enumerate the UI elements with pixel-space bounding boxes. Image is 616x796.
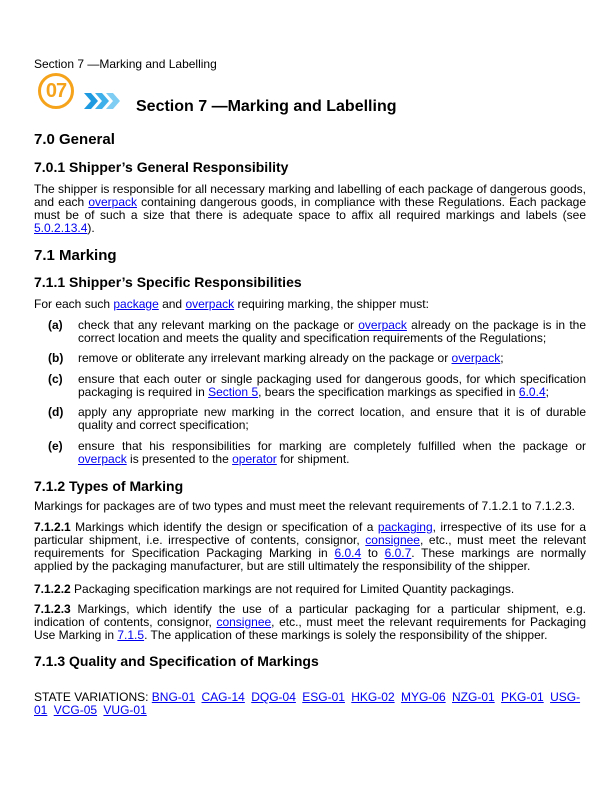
link-operator[interactable]: operator bbox=[232, 452, 277, 466]
heading-7-1-3: 7.1.3 Quality and Specification of Markings bbox=[34, 653, 319, 669]
list-text: apply any appropriate new marking in the correct location, and ensure that it is of durable quality and correct specification; bbox=[78, 405, 586, 432]
link-overpack[interactable]: overpack bbox=[185, 297, 235, 311]
text: , bears the specification markings as specified in bbox=[258, 385, 519, 399]
list-item-c bbox=[48, 373, 586, 399]
paragraph-7-1-2-2 bbox=[34, 583, 586, 596]
link-6-0-4[interactable]: 6.0.4 bbox=[334, 546, 362, 560]
text: , etc., must meet the relevant requirements for Packaging Use Marking in bbox=[34, 615, 586, 642]
state-variation-link-nzg-01[interactable]: NZG-01 bbox=[452, 690, 495, 704]
text: containing dangerous goods, in compliance with these Regulations. Each package must be of such a size that there is adequate space to affix all required markings and labels (see bbox=[34, 195, 587, 222]
link-overpack[interactable]: overpack bbox=[451, 351, 501, 365]
state-variation-link-bng-01[interactable]: BNG-01 bbox=[151, 690, 196, 704]
text: requiring marking, the shipper must: bbox=[234, 297, 429, 311]
text: already on the package is in the correct location and meets the quality and specification requirements of the Regulations; bbox=[78, 318, 587, 345]
text: Markings which identify the design or specification of a bbox=[70, 520, 378, 534]
text: to bbox=[361, 546, 385, 560]
list-text bbox=[78, 319, 586, 345]
text: For each such bbox=[34, 297, 114, 311]
paragraph-7-1-2-1 bbox=[34, 521, 586, 573]
list-text bbox=[78, 352, 586, 365]
list-item-a bbox=[48, 319, 586, 345]
state-variation-link-vug-01[interactable]: VUG-01 bbox=[103, 703, 147, 717]
state-variations bbox=[34, 691, 586, 717]
paragraph-7-0-1 bbox=[34, 183, 586, 235]
state-variation-link-esg-01[interactable]: ESG-01 bbox=[302, 690, 345, 704]
text: ). bbox=[87, 221, 95, 235]
text: ensure that each outer or single packaging used for dangerous goods, for which specification packaging is required in bbox=[78, 372, 586, 399]
text: ; bbox=[545, 385, 549, 399]
list-item-b bbox=[48, 352, 586, 365]
link-packaging[interactable]: packaging bbox=[377, 520, 433, 534]
link-overpack[interactable]: overpack bbox=[358, 318, 407, 332]
paragraph-7-1-2: Markings for packages are of two types and must meet the relevant requirements of 7.1.2.1 to 7.1.2.3. bbox=[34, 499, 575, 513]
link-overpack[interactable]: overpack bbox=[78, 452, 127, 466]
section-banner bbox=[38, 73, 598, 113]
text: , etc., must meet the relevant requirements for Specification Packaging Marking in bbox=[34, 533, 586, 560]
link-section-5[interactable]: Section 5 bbox=[208, 385, 259, 399]
list-text bbox=[78, 440, 586, 466]
list-item-d bbox=[48, 406, 586, 432]
clause-number: 7.1.2.2 bbox=[34, 582, 71, 596]
state-variation-link-dqg-04[interactable]: DQG-04 bbox=[251, 690, 296, 704]
link-5-0-2-13-4[interactable]: 5.0.2.13.4 bbox=[34, 221, 88, 235]
heading-7-0-1: 7.0.1 Shipper’s General Responsibility bbox=[34, 159, 289, 175]
text: Markings, which identify the use of a particular packaging for a particular shipment, e.g. indication of contents, consignor, bbox=[34, 602, 586, 629]
section-title: Section 7 —Marking and Labelling bbox=[136, 98, 397, 115]
text: . The application of these markings is solely the responsibility of the shipper. bbox=[144, 628, 548, 642]
clause-number: 7.1.2.3 bbox=[34, 602, 71, 616]
text: , irrespective of its use for a particular shipment, i.e. irrespective of contents, consignor, bbox=[34, 520, 586, 547]
state-variation-link-myg-06[interactable]: MYG-06 bbox=[400, 690, 446, 704]
list-label: (e) bbox=[48, 439, 63, 453]
heading-7-1-2: 7.1.2 Types of Marking bbox=[34, 478, 184, 494]
state-variations-label: STATE VARIATIONS: bbox=[34, 690, 152, 704]
link-6-0-7[interactable]: 6.0.7 bbox=[384, 546, 412, 560]
heading-7-1: 7.1 Marking bbox=[34, 247, 117, 264]
list-label: (d) bbox=[48, 405, 64, 419]
heading-7-1-1: 7.1.1 Shipper’s Specific Responsibilities bbox=[34, 274, 302, 290]
state-variation-link-vcg-05[interactable]: VCG-05 bbox=[53, 703, 98, 717]
state-variation-link-usg-01[interactable]: USG-01 bbox=[34, 690, 581, 717]
link-7-1-5[interactable]: 7.1.5 bbox=[117, 628, 145, 642]
link-package[interactable]: package bbox=[113, 297, 159, 311]
paragraph-7-1-1 bbox=[34, 298, 586, 311]
clause-number: 7.1.2.1 bbox=[34, 520, 71, 534]
text: Packaging specification markings are not required for Limited Quantity packagings. bbox=[70, 582, 515, 596]
link-overpack[interactable]: overpack bbox=[88, 195, 138, 209]
list-label: (b) bbox=[48, 351, 64, 365]
section-number-badge bbox=[38, 73, 74, 109]
text: ensure that his responsibilities for marking are completely fulfilled when the package or bbox=[78, 439, 586, 453]
text: . These markings are normally applied by the packaging manufacturer, but are still ultimately the responsibility of the shipper. bbox=[34, 546, 586, 573]
heading-7-0: 7.0 General bbox=[34, 131, 115, 148]
list-label: (c) bbox=[48, 372, 63, 386]
state-variation-link-hkg-02[interactable]: HKG-02 bbox=[351, 690, 395, 704]
text: The shipper is responsible for all necessary marking and labelling of each package of dangerous goods, and each bbox=[34, 182, 586, 209]
text: for shipment. bbox=[276, 452, 350, 466]
link-6-0-4[interactable]: 6.0.4 bbox=[518, 385, 546, 399]
list-label: (a) bbox=[48, 318, 63, 332]
link-consignee[interactable]: consignee bbox=[216, 615, 272, 629]
text: ; bbox=[500, 351, 504, 365]
section-number: 07 bbox=[45, 79, 67, 102]
link-consignee[interactable]: consignee bbox=[365, 533, 420, 547]
paragraph-7-1-2-3 bbox=[34, 603, 586, 642]
running-head: Section 7 —Marking and Labelling bbox=[34, 57, 217, 71]
list-text bbox=[78, 373, 586, 399]
chevron-right-icon bbox=[84, 93, 124, 109]
state-variation-link-cag-14[interactable]: CAG-14 bbox=[201, 690, 245, 704]
text: remove or obliterate any irrelevant marking already on the package or bbox=[78, 351, 452, 365]
list-item-e bbox=[48, 440, 586, 466]
text: check that any relevant marking on the package or bbox=[78, 318, 359, 332]
text: is presented to the bbox=[126, 452, 233, 466]
state-variation-link-pkg-01[interactable]: PKG-01 bbox=[501, 690, 544, 704]
text: and bbox=[158, 297, 186, 311]
